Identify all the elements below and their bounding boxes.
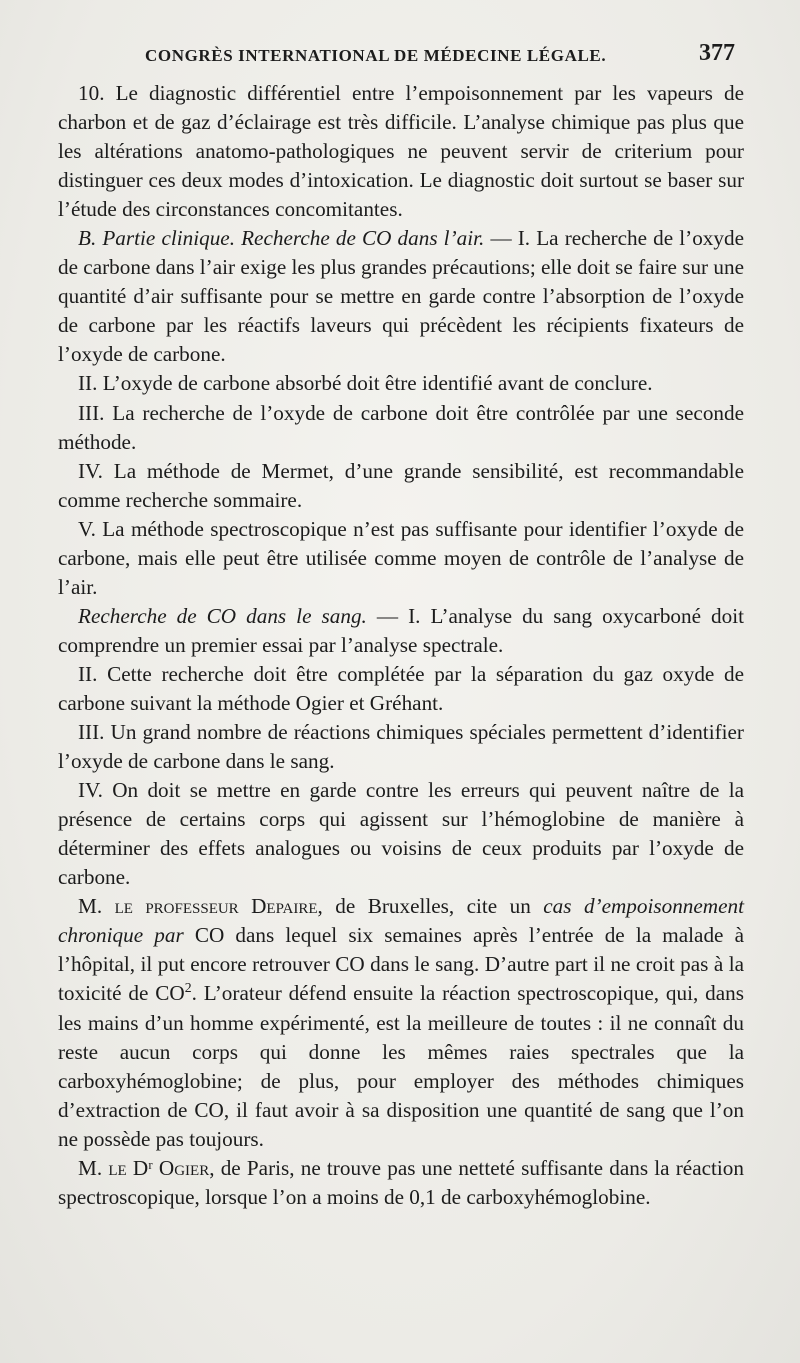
paragraph-diagnostic: 10. Le diagnostic différentiel entre l’empoisonnement par les vapeurs de charbon et de gaz d’éclairage est très difficile. L’analyse chimique pas plus que les altérations anatomo-pathologiques ne peuvent servir de criterium pour distinguer ces deux modes d’intoxication. Le diagnostic doit surtout se baser sur l’étude des circonstances concomitantes.	[58, 81, 744, 222]
paragraph-text: CO dans lequel six semaines après l’entrée de la malade à l’hôpital, il put encore retrouver CO dans le sang. D’autre part il ne croit pas à la toxicité de CO	[58, 923, 744, 1006]
paragraph-controle-iii: III. La recherche de l’oxyde de carbone doit être contrôlée par une seconde méthode.	[58, 400, 744, 454]
section-heading-sang: Recherche de CO dans le sang.	[78, 603, 367, 628]
paragraph-depaire	[58, 892, 744, 1153]
body-text	[58, 79, 744, 1212]
page-header	[145, 40, 745, 80]
paragraph-reactions: III. Un grand nombre de réactions chimiques spéciales permettent d’identifier l’oxyde de carbone dans le sang.	[58, 720, 744, 774]
paragraph-text: , de Bruxelles, cite un	[317, 894, 544, 919]
paragraph-text: — I. La recherche de l’oxyde de carbone dans l’air exige les plus grandes précautions; elle doit se faire sur une quantité d’air suffisante pour se mettre en garde contre l’absorption de l’oxyde de carbone par les réactifs laveurs qui précèdent les récipients fixateurs de l’oxyde de carbone.	[58, 226, 744, 367]
paragraph-erreurs: IV. On doit se mettre en garde contre les erreurs qui peuvent naître de la présence de certains corps qui agissent sur l’hémoglobine de manière à déterminer des effets analogues ou voisins de ceux produits par l’oxyde de carbone.	[58, 778, 744, 890]
speaker-name: M. le Dʳ Ogier	[78, 1155, 210, 1180]
paragraph-ogier	[58, 1154, 744, 1212]
page-number: 377	[699, 40, 735, 66]
paragraph-text: — I. L’analyse du sang oxycarboné doit comprendre un premier essai par l’analyse spectrale.	[58, 603, 744, 657]
paragraph-conclusion-ii: II. L’oxyde de carbone absorbé doit être identifié avant de conclure.	[78, 371, 653, 396]
paragraph-mermet-iv: IV. La méthode de Mermet, d’une grande sensibilité, est recommandable comme recherche sommaire.	[58, 458, 744, 512]
section-heading-air: B. Partie clinique. Recherche de CO dans l’air.	[78, 226, 485, 251]
paragraph-spectroscopique-v: V. La méthode spectroscopique n’est pas suffisante pour identifier l’oxyde de carbone, mais elle peut être utilisée comme moyen de contrôle de l’analyse de l’air.	[58, 516, 744, 599]
paragraph-ogier-grehant: II. Cette recherche doit être complétée par la séparation du gaz oxyde de carbone suivant la méthode Ogier et Gréhant.	[58, 661, 744, 715]
paragraph-text: , de Paris, ne trouve pas une netteté suffisante dans la réaction spectroscopique, lorsque l’on a moins de 0,1 de carboxyhémoglobine.	[58, 1155, 744, 1209]
paragraph-partie-clinique	[58, 224, 744, 369]
paragraph-text: . L’orateur défend ensuite la réaction spectroscopique, qui, dans les mains d’un homme expérimenté, est la meilleure de toutes : il ne connaît du reste aucun corps qui donne les mêmes raies spectrales que la carboxyhémoglobine; de plus, pour employer des méthodes chimiques d’extraction de CO, il faut avoir à sa disposition une quantité de sang que l’on ne possède pas toujours.	[58, 981, 744, 1151]
italic-phrase: cas d’empoisonnement chronique par	[58, 894, 744, 948]
paragraph-sang	[58, 602, 744, 660]
running-title: CONGRÈS INTERNATIONAL DE MÉDECINE LÉGALE.	[145, 46, 607, 65]
superscript: 2	[184, 980, 192, 996]
speaker-name: M. le professeur Depaire	[78, 894, 318, 919]
